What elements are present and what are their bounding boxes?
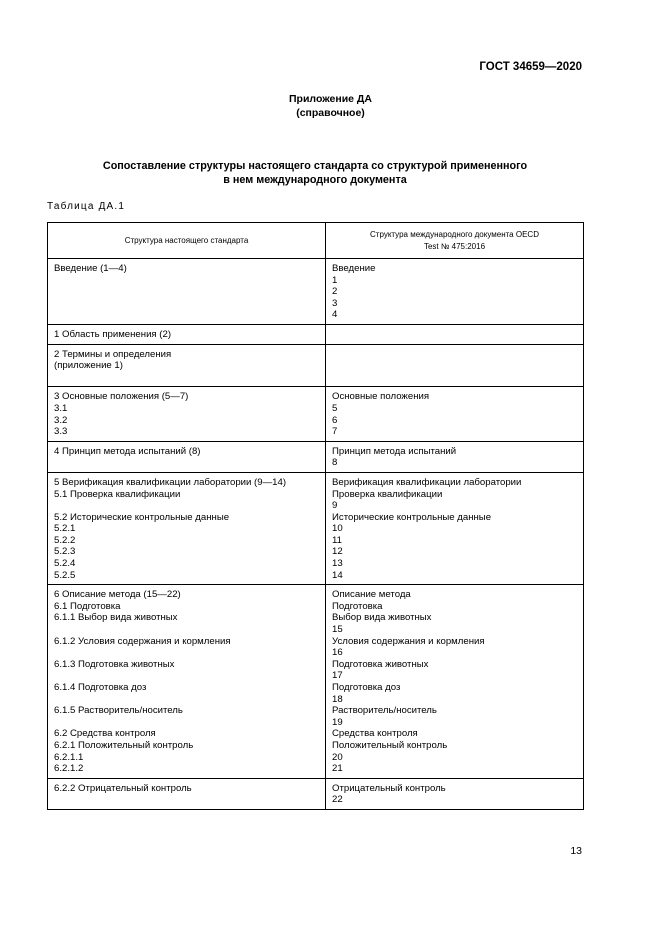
cell-line: 5.2.3 bbox=[54, 546, 76, 558]
cell-oecd-section bbox=[326, 778, 584, 809]
cell-line: 5.1 Проверка квалификации bbox=[54, 488, 181, 500]
cell-line: Верификация квалификации лаборатории bbox=[332, 476, 522, 488]
cell-line: 18 bbox=[332, 693, 343, 705]
cell-line: 17 bbox=[332, 670, 343, 682]
cell-line: 6.1 Подготовка bbox=[54, 600, 121, 612]
cell-national-section bbox=[48, 441, 326, 472]
cell-line bbox=[54, 647, 319, 659]
cell-oecd-section bbox=[326, 585, 584, 779]
cell-national-section bbox=[48, 472, 326, 584]
cell-line: 6.1.2 Условия содержания и кормления bbox=[54, 635, 231, 647]
cell-line: 6 Описание метода (15—22) bbox=[54, 589, 181, 601]
cell-line: 6 bbox=[332, 414, 338, 426]
cell-line: Проверка квалификации bbox=[332, 488, 443, 500]
cell-line: 2 bbox=[332, 286, 338, 298]
cell-line: 6.2.1.2 bbox=[54, 763, 84, 775]
cell-line: Растворитель/носитель bbox=[332, 705, 437, 717]
comparison-table bbox=[47, 222, 584, 810]
cell-line: 1 bbox=[332, 274, 338, 286]
table-row bbox=[48, 324, 584, 344]
cell-line: Условия содержания и кормления bbox=[332, 635, 485, 647]
cell-line bbox=[332, 349, 577, 361]
cell-oecd-section bbox=[326, 387, 584, 441]
cell-line: 3.2 bbox=[54, 414, 68, 426]
cell-line: 5.2.4 bbox=[54, 558, 76, 570]
cell-line: 13 bbox=[332, 558, 343, 570]
cell-line: 5.2.2 bbox=[54, 534, 76, 546]
cell-line: 6.2.2 Отрицательный контроль bbox=[54, 782, 192, 794]
cell-line: 22 bbox=[332, 794, 343, 806]
cell-oecd-section bbox=[326, 344, 584, 387]
table-row bbox=[48, 259, 584, 325]
header-right-line-1: Структура международного документа OECD bbox=[370, 229, 539, 239]
header-national-structure: Структура настоящего стандарта bbox=[48, 223, 326, 259]
appendix-subtitle: (справочное) bbox=[296, 107, 365, 119]
cell-oecd-section bbox=[326, 441, 584, 472]
cell-line: 3 bbox=[332, 297, 338, 309]
cell-line: 6.1.1 Выбор вида животных bbox=[54, 612, 178, 624]
cell-line: Положительный контроль bbox=[332, 739, 448, 751]
cell-line: 21 bbox=[332, 763, 343, 775]
cell-line bbox=[54, 717, 319, 729]
cell-national-section bbox=[48, 778, 326, 809]
table-header-row bbox=[48, 223, 584, 259]
cell-line: 6.2.1.1 bbox=[54, 751, 84, 763]
cell-line: 3.3 bbox=[54, 426, 68, 438]
cell-line: 3 Основные положения (5—7) bbox=[54, 391, 189, 403]
cell-line: 14 bbox=[332, 569, 343, 581]
cell-line: Основные положения bbox=[332, 391, 430, 403]
cell-line bbox=[54, 298, 319, 310]
cell-line bbox=[54, 275, 319, 287]
cell-line: 5.2.5 bbox=[54, 569, 76, 581]
cell-line: 6.1.3 Подготовка животных bbox=[54, 658, 175, 670]
cell-line bbox=[54, 372, 319, 384]
document-title bbox=[60, 159, 570, 187]
cell-national-section bbox=[48, 387, 326, 441]
cell-national-section bbox=[48, 259, 326, 325]
cell-oecd-section bbox=[326, 472, 584, 584]
cell-line: Подготовка животных bbox=[332, 658, 429, 670]
table-row bbox=[48, 387, 584, 441]
cell-line: Подготовка доз bbox=[332, 682, 401, 693]
cell-line: 1 Область применения (2) bbox=[54, 328, 172, 340]
page-number: 13 bbox=[570, 845, 582, 857]
cell-line: 3.1 bbox=[54, 402, 68, 414]
cell-line: 4 bbox=[332, 309, 338, 321]
cell-line: 6.1.5 Растворитель/носитель bbox=[54, 705, 183, 717]
cell-oecd-section bbox=[326, 259, 584, 325]
document-title-line-2: в нем международного документа bbox=[223, 174, 407, 186]
cell-line: 10 bbox=[332, 523, 343, 535]
table-body bbox=[48, 259, 584, 810]
table-row bbox=[48, 585, 584, 779]
cell-line: Отрицательный контроль bbox=[332, 782, 446, 794]
document-title-line-1: Сопоставление структуры настоящего стандарта со структурой примененного bbox=[102, 160, 528, 172]
cell-line: 7 bbox=[332, 426, 338, 438]
cell-line: Исторические контрольные данные bbox=[332, 511, 492, 523]
table-caption: Таблица ДА.1 bbox=[47, 201, 126, 212]
appendix-title: Приложение ДА bbox=[289, 93, 372, 105]
cell-line: 15 bbox=[332, 624, 343, 636]
appendix-heading bbox=[0, 92, 661, 120]
cell-line: Средства контроля bbox=[332, 728, 418, 740]
cell-line: 20 bbox=[332, 751, 343, 763]
table-row bbox=[48, 778, 584, 809]
cell-line: Описание метода bbox=[332, 589, 411, 601]
cell-line: 5.2 Исторические контрольные данные bbox=[54, 511, 230, 523]
header-right-line-2: Test № 475:2016 bbox=[423, 241, 486, 251]
cell-line: Выбор вида животных bbox=[332, 612, 432, 624]
cell-line: 9 bbox=[332, 500, 338, 512]
cell-line: Введение bbox=[332, 263, 376, 274]
cell-line: 6.1.4 Подготовка доз bbox=[54, 682, 147, 693]
cell-line: 2 Термины и определения bbox=[54, 348, 172, 360]
cell-line bbox=[54, 286, 319, 298]
cell-line: 5.2.1 bbox=[54, 523, 76, 535]
cell-line: 16 bbox=[332, 647, 343, 659]
cell-line: 5 bbox=[332, 402, 338, 414]
cell-national-section bbox=[48, 324, 326, 344]
cell-line bbox=[332, 329, 577, 341]
standard-code: ГОСТ 34659—2020 bbox=[479, 61, 582, 73]
cell-line: (приложение 1) bbox=[54, 360, 123, 372]
cell-line: Подготовка bbox=[332, 600, 383, 612]
cell-line bbox=[54, 694, 319, 706]
cell-oecd-section bbox=[326, 324, 584, 344]
cell-national-section bbox=[48, 344, 326, 387]
cell-line: 19 bbox=[332, 716, 343, 728]
cell-national-section bbox=[48, 585, 326, 779]
cell-line bbox=[54, 500, 319, 512]
table-row bbox=[48, 344, 584, 387]
cell-line: 5 Верификация квалификации лаборатории (9—14) bbox=[54, 476, 287, 488]
table-row bbox=[48, 472, 584, 584]
cell-line bbox=[54, 624, 319, 636]
cell-line bbox=[54, 670, 319, 682]
cell-line: Принцип метода испытаний bbox=[332, 445, 457, 457]
cell-line: 12 bbox=[332, 546, 343, 558]
cell-line: 8 bbox=[332, 457, 338, 469]
table-row bbox=[48, 441, 584, 472]
cell-line: 11 bbox=[332, 534, 342, 546]
header-international-structure bbox=[326, 223, 584, 259]
cell-line: Введение (1—4) bbox=[54, 263, 127, 274]
cell-line: 4 Принцип метода испытаний (8) bbox=[54, 445, 201, 457]
cell-line: 6.2.1 Положительный контроль bbox=[54, 739, 194, 751]
cell-line: 6.2 Средства контроля bbox=[54, 728, 156, 740]
